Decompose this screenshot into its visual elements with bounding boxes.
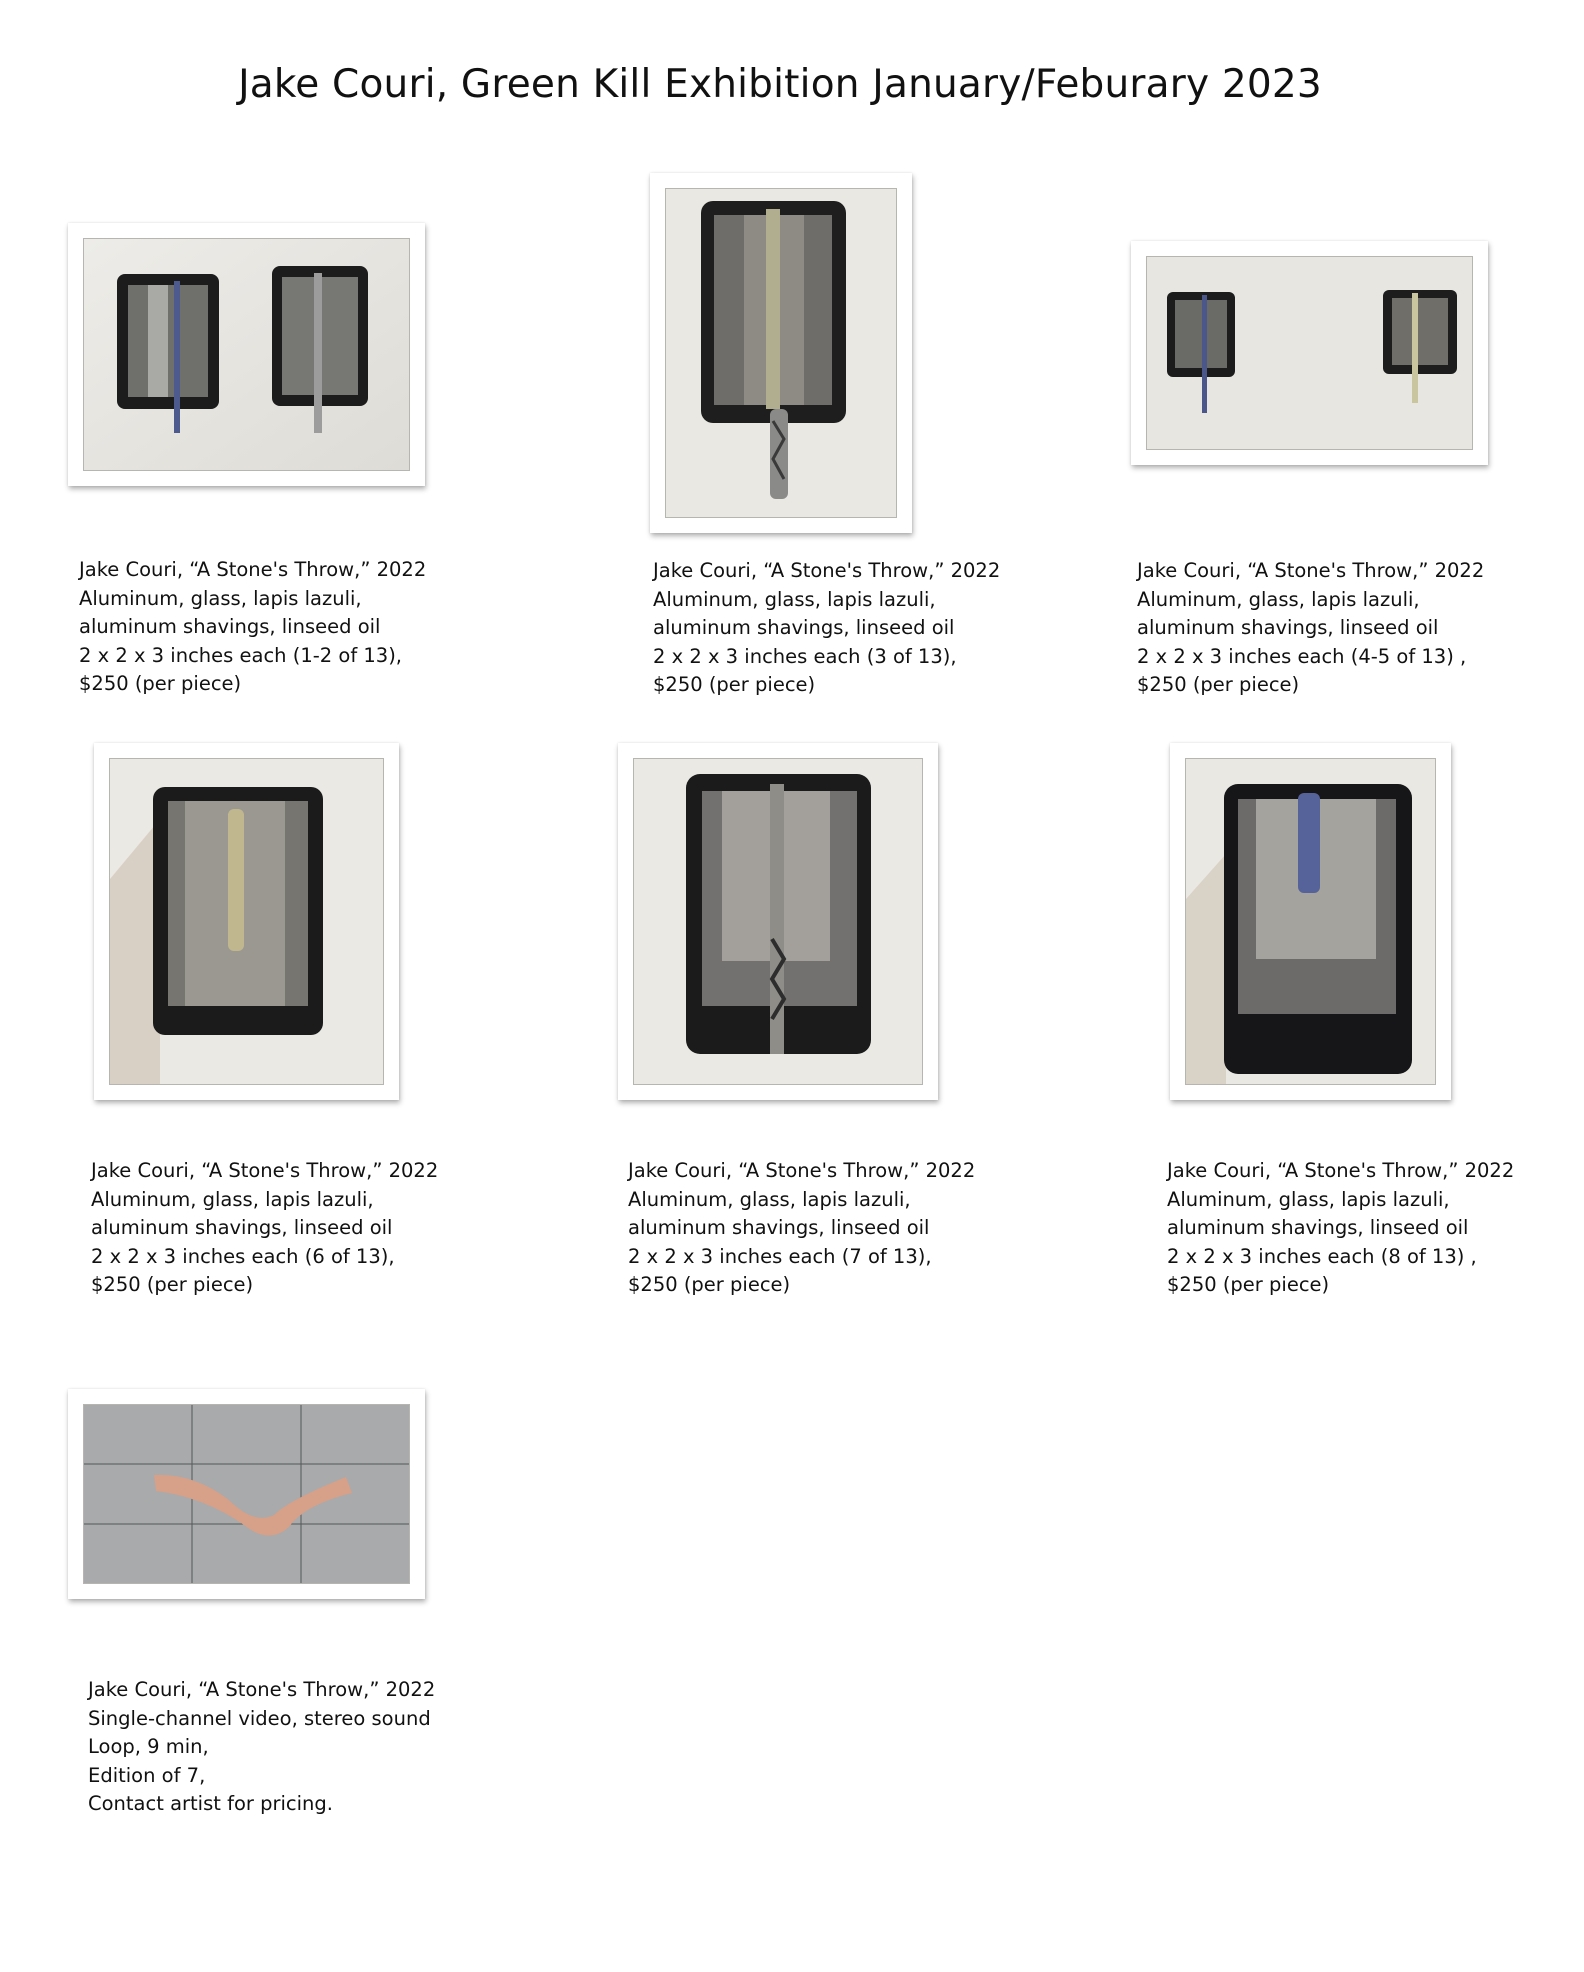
caption-materials-cont: aluminum shavings, linseed oil [628, 1216, 930, 1239]
caption-title: Jake Couri, “A Stone's Throw,” 2022 [91, 1159, 439, 1182]
caption-dimensions: 2 x 2 x 3 inches each (3 of 13), [653, 644, 957, 668]
artwork-image-frame [1170, 743, 1451, 1100]
artwork-image-frame [618, 743, 938, 1100]
caption-duration: Loop, 9 min, [88, 1735, 209, 1758]
caption-dimensions: 2 x 2 x 3 inches each (8 of 13) , [1167, 1244, 1477, 1268]
caption-price: $250 (per piece) [628, 1273, 791, 1296]
artwork-photo-two-wall-boxes [83, 238, 410, 471]
caption-price: $250 (per piece) [79, 672, 242, 695]
artwork-caption [88, 1676, 435, 1819]
caption-price: $250 (per piece) [1137, 673, 1300, 696]
caption-title: Jake Couri, “A Stone's Throw,” 2022 [79, 558, 427, 581]
artwork-image-frame [68, 223, 425, 486]
artwork-image-frame [94, 743, 399, 1100]
page-title: Jake Couri, Green Kill Exhibition January/Feburary 2023 [238, 62, 1322, 107]
artwork-photo-box-shavings [633, 758, 923, 1085]
caption-title: Jake Couri, “A Stone's Throw,” 2022 [628, 1159, 976, 1182]
caption-title: Jake Couri, “A Stone's Throw,” 2022 [88, 1678, 436, 1701]
caption-dimensions: 2 x 2 x 3 inches each (6 of 13), [91, 1244, 395, 1268]
caption-price: $250 (per piece) [653, 673, 816, 696]
artwork-image-frame [650, 173, 912, 533]
caption-materials: Aluminum, glass, lapis lazuli, [79, 586, 362, 610]
caption-materials: Aluminum, glass, lapis lazuli, [628, 1187, 911, 1211]
caption-dimensions: 2 x 2 x 3 inches each (7 of 13), [628, 1244, 932, 1268]
caption-materials: Aluminum, glass, lapis lazuli, [653, 587, 936, 611]
caption-medium: Single-channel video, stereo sound [88, 1706, 431, 1730]
artwork-image-frame [68, 1389, 425, 1599]
caption-price: Contact artist for pricing. [88, 1792, 333, 1815]
caption-materials-cont: aluminum shavings, linseed oil [1167, 1216, 1469, 1239]
caption-materials-cont: aluminum shavings, linseed oil [1137, 616, 1439, 639]
artwork-caption [1137, 557, 1484, 700]
caption-materials: Aluminum, glass, lapis lazuli, [1167, 1187, 1450, 1211]
caption-materials-cont: aluminum shavings, linseed oil [653, 616, 955, 639]
caption-title: Jake Couri, “A Stone's Throw,” 2022 [1167, 1159, 1515, 1182]
caption-price: $250 (per piece) [91, 1273, 254, 1296]
artwork-photo-two-small-boxes [1146, 256, 1473, 450]
artwork-caption [91, 1157, 438, 1300]
artwork-caption [653, 557, 1000, 700]
caption-edition: Edition of 7, [88, 1763, 206, 1787]
caption-materials: Aluminum, glass, lapis lazuli, [91, 1187, 374, 1211]
artwork-caption [628, 1157, 975, 1300]
caption-title: Jake Couri, “A Stone's Throw,” 2022 [653, 559, 1001, 582]
caption-price: $250 (per piece) [1167, 1273, 1330, 1296]
artwork-image-frame [1131, 241, 1488, 465]
caption-dimensions: 2 x 2 x 3 inches each (4-5 of 13) , [1137, 644, 1467, 668]
caption-materials: Aluminum, glass, lapis lazuli, [1137, 587, 1420, 611]
caption-title: Jake Couri, “A Stone's Throw,” 2022 [1137, 559, 1485, 582]
artwork-video-still-hands [83, 1404, 410, 1584]
artwork-caption [1167, 1157, 1514, 1300]
artwork-photo-wall-box-shavings [665, 188, 897, 518]
artwork-caption [79, 556, 426, 699]
caption-materials-cont: aluminum shavings, linseed oil [91, 1216, 393, 1239]
artwork-photo-box-glass-vial [109, 758, 384, 1085]
caption-materials-cont: aluminum shavings, linseed oil [79, 615, 381, 638]
caption-dimensions: 2 x 2 x 3 inches each (1-2 of 13), [79, 643, 402, 667]
artwork-photo-box-lapis [1185, 758, 1436, 1085]
